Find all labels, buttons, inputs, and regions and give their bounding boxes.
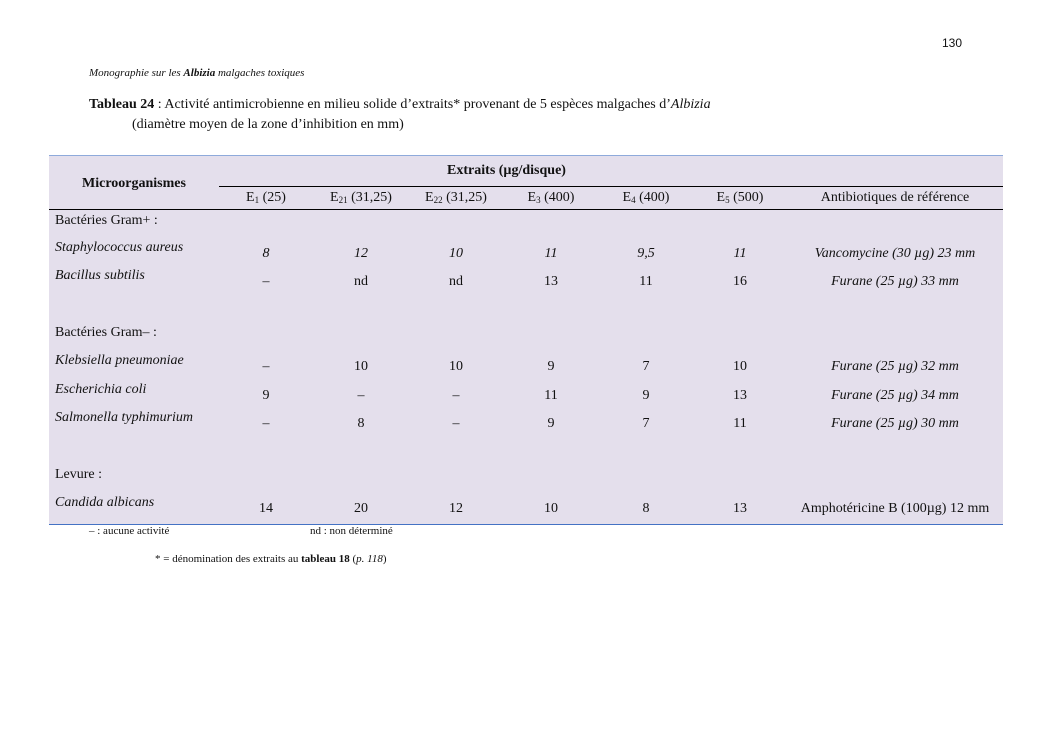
col-header-main: E [330, 190, 339, 205]
table-caption [89, 95, 711, 135]
group-title: Levure : [55, 467, 103, 482]
col-header-e22 [409, 190, 503, 206]
table-cell: 12 [354, 246, 368, 261]
organism-name: Bacillus subtilis [55, 268, 145, 283]
col-header-dose: (400) [540, 190, 575, 205]
caption-text: : Activité antimicrobienne en milieu solide d’extraits* provenant de 5 espèces malgaches d’ [154, 97, 671, 112]
col-header-dose: (31,25) [347, 190, 392, 205]
col-header-sub: 21 [338, 195, 348, 205]
table-cell: 11 [544, 246, 558, 261]
table-cell: – [262, 359, 270, 374]
col-header-main: E [425, 190, 434, 205]
table-cell: 10 [544, 501, 558, 516]
table-cell: 11 [733, 416, 747, 431]
footnote-star-open: ( [349, 553, 357, 565]
table-cell: 13 [544, 274, 558, 289]
caption-genus: Albizia [670, 97, 711, 112]
page-number: 130 [941, 36, 963, 50]
col-header-sub: 22 [433, 195, 443, 205]
footnote-dash: – : aucune activité [89, 525, 170, 537]
footnote-star-close: ) [382, 553, 387, 565]
table-cell: 10 [449, 246, 463, 261]
table-cell: 13 [733, 501, 747, 516]
header-bottom-rule [49, 209, 1003, 210]
table-cell: nd [354, 274, 368, 289]
table-cell: – [452, 388, 460, 403]
col-header-main: E [527, 190, 537, 205]
table-cell: 9,5 [637, 246, 655, 261]
table-cell: 10 [449, 359, 463, 374]
header-microorganismes: Microorganismes [82, 176, 186, 191]
running-header [89, 67, 304, 79]
table-cell: 11 [733, 246, 747, 261]
data-table [49, 155, 1003, 525]
col-header-e5 [693, 190, 787, 206]
table-cell: 9 [642, 388, 650, 403]
table-cell: 10 [733, 359, 747, 374]
col-header-main: E [716, 190, 726, 205]
table-cell: 8 [357, 416, 365, 431]
table-cell: 14 [259, 501, 273, 516]
organism-name: Escherichia coli [55, 382, 147, 397]
antibiotic-reference: Vancomycine (30 µg) 23 mm [814, 246, 976, 261]
col-header-dose: (500) [729, 190, 764, 205]
footnote-star-bold: tableau 18 [301, 553, 350, 565]
table-cell: 7 [642, 359, 650, 374]
group-title: Bactéries Gram– : [55, 325, 157, 340]
table-cell: 8 [262, 246, 270, 261]
table-cell: 9 [547, 359, 555, 374]
table-cell: – [357, 388, 365, 403]
organism-name: Staphylococcus aureus [55, 240, 184, 255]
col-header-e3 [504, 190, 598, 206]
table-cell: – [452, 416, 460, 431]
table-cell: 16 [733, 274, 747, 289]
caption-line2: (diamètre moyen de la zone d’inhibition en mm) [132, 117, 404, 132]
table-cell: 8 [642, 501, 650, 516]
table-cell: 7 [642, 416, 650, 431]
antibiotic-reference: Furane (25 µg) 32 mm [831, 359, 959, 374]
table-cell: 20 [354, 501, 368, 516]
table-cell: nd [449, 274, 463, 289]
header-divider [219, 186, 1003, 187]
caption-label: Tableau 24 [89, 97, 155, 112]
table-cell: 9 [547, 416, 555, 431]
col-header-e1 [219, 190, 313, 206]
antibiotic-reference: Furane (25 µg) 30 mm [831, 416, 959, 431]
col-header-dose: (25) [259, 190, 286, 205]
table-cell: 11 [544, 388, 558, 403]
col-header-main: E [622, 190, 632, 205]
col-header-sub: 3 [536, 195, 541, 205]
running-header-suffix: malgaches toxiques [215, 67, 305, 79]
header-antibiotiques: Antibiotiques de référence [820, 190, 970, 205]
col-header-main: E [246, 190, 255, 205]
organism-name: Candida albicans [55, 495, 155, 510]
antibiotic-reference: Furane (25 µg) 33 mm [831, 274, 959, 289]
table-cell: 11 [639, 274, 653, 289]
col-header-e21 [314, 190, 408, 206]
table-cell: 10 [354, 359, 368, 374]
organism-name: Klebsiella pneumoniae [55, 353, 184, 368]
table-cell: – [262, 274, 270, 289]
footnote-nd: nd : non déterminé [310, 525, 393, 537]
col-header-dose: (400) [635, 190, 670, 205]
running-header-prefix: Monographie sur les [89, 67, 184, 79]
organism-name: Salmonella typhimurium [55, 410, 194, 425]
antibiotic-reference: Amphotéricine B (100µg) 12 mm [800, 501, 990, 516]
header-extraits: Extraits (µg/disque) [447, 163, 566, 178]
col-header-sub: 1 [254, 195, 260, 205]
table-cell: 13 [733, 388, 747, 403]
table-cell: – [262, 416, 270, 431]
group-title: Bactéries Gram+ : [55, 213, 158, 228]
table-cell: 12 [449, 501, 463, 516]
footnote-star-prefix: * = dénomination des extraits au [155, 553, 302, 565]
col-header-dose: (31,25) [442, 190, 487, 205]
footnote-star [155, 553, 387, 565]
footnote-star-page: p. 118 [356, 553, 383, 565]
running-header-bold: Albizia [183, 67, 216, 79]
table-cell: 9 [262, 388, 270, 403]
col-header-e4 [599, 190, 693, 206]
col-header-sub: 5 [725, 195, 730, 205]
antibiotic-reference: Furane (25 µg) 34 mm [831, 388, 959, 403]
col-header-sub: 4 [631, 195, 636, 205]
